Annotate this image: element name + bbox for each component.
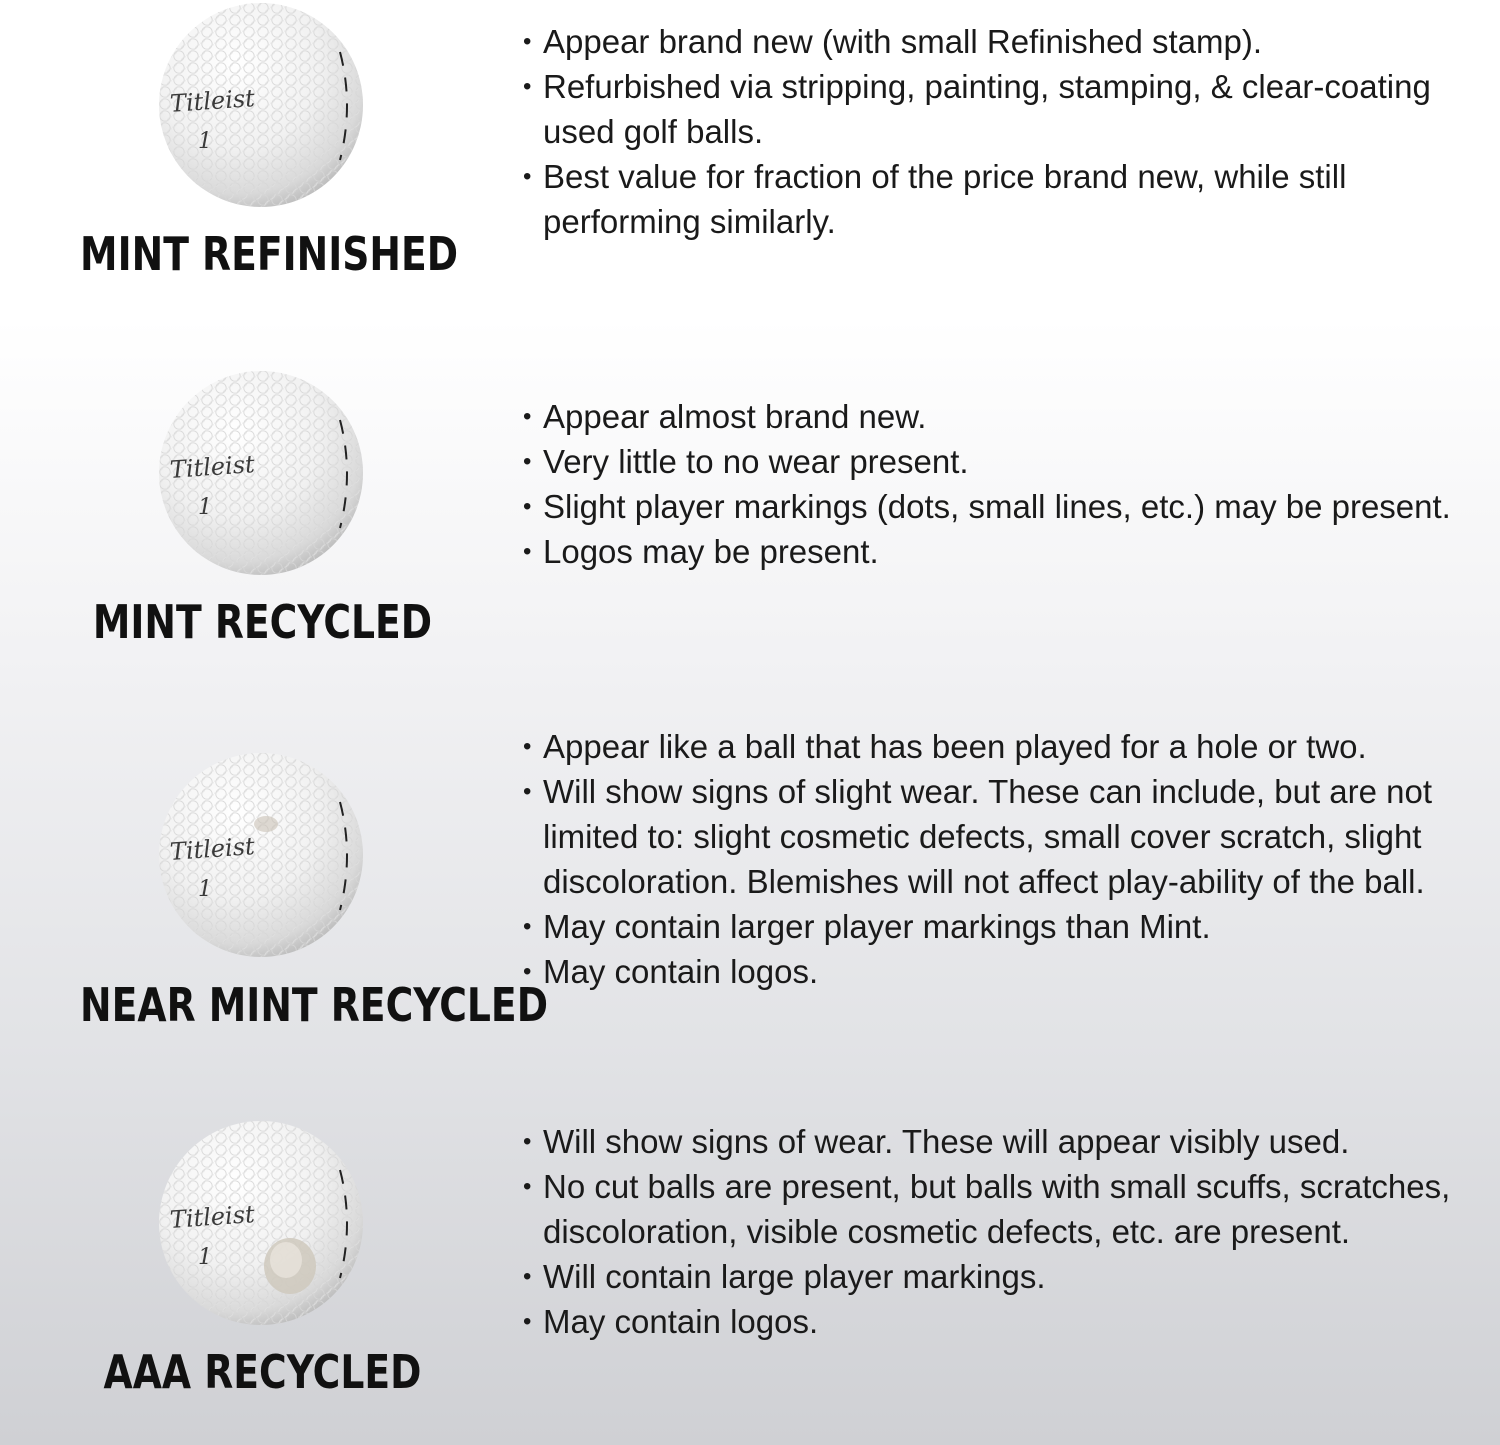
list-item: • Appear almost brand new. xyxy=(522,394,1482,439)
list-item: • May contain logos. xyxy=(522,1299,1482,1344)
svg-text:1: 1 xyxy=(198,495,212,520)
golf-ball-icon xyxy=(158,1120,364,1326)
golf-ball-icon xyxy=(158,752,364,958)
golf-ball-icon xyxy=(158,370,364,576)
list-item: • Will show signs of wear. These will appear visibly used. xyxy=(522,1119,1482,1164)
list-item: • Appear brand new (with small Refinished stamp). xyxy=(522,19,1482,64)
svg-text:Titleist: Titleist xyxy=(168,1200,256,1234)
list-item: • Best value for fraction of the price brand new, while still performing similarly. xyxy=(522,154,1482,244)
list-item: • Very little to no wear present. xyxy=(522,439,1482,484)
svg-text:1: 1 xyxy=(198,129,212,154)
list-item: • May contain larger player markings than Mint. xyxy=(522,904,1482,949)
bullet-list xyxy=(522,394,1482,574)
list-item: • Logos may be present. xyxy=(522,529,1482,574)
golf-ball-icon xyxy=(158,2,364,208)
list-item: • Appear like a ball that has been played for a hole or two. xyxy=(522,724,1482,769)
tier-title: MINT REFINISHED xyxy=(80,227,459,281)
bullet-list xyxy=(522,724,1482,994)
list-item: • Will show signs of slight wear. These can include, but are not limited to: slight cosmetic defects, small cover scratch, slight discoloration. Blemishes will not affect play-ability of the ball. xyxy=(522,769,1482,904)
svg-text:Titleist: Titleist xyxy=(168,450,256,484)
bullet-list xyxy=(522,1119,1482,1344)
svg-text:Titleist: Titleist xyxy=(168,832,256,866)
tier-title: AAA RECYCLED xyxy=(103,1345,422,1399)
svg-text:Titleist: Titleist xyxy=(169,84,256,118)
bullet-list xyxy=(522,19,1482,244)
list-item: • May contain logos. xyxy=(522,949,1482,994)
list-item: • No cut balls are present, but balls with small scuffs, scratches, discoloration, visible cosmetic defects, etc. are present. xyxy=(522,1164,1482,1254)
tier-title: NEAR MINT RECYCLED xyxy=(80,978,549,1032)
svg-text:1: 1 xyxy=(198,1245,212,1270)
list-item: • Will contain large player markings. xyxy=(522,1254,1482,1299)
list-item: • Slight player markings (dots, small lines, etc.) may be present. xyxy=(522,484,1482,529)
svg-text:1: 1 xyxy=(198,877,212,902)
tier-title: MINT RECYCLED xyxy=(92,595,433,649)
list-item: • Refurbished via stripping, painting, stamping, & clear-coating used golf balls. xyxy=(522,64,1482,154)
